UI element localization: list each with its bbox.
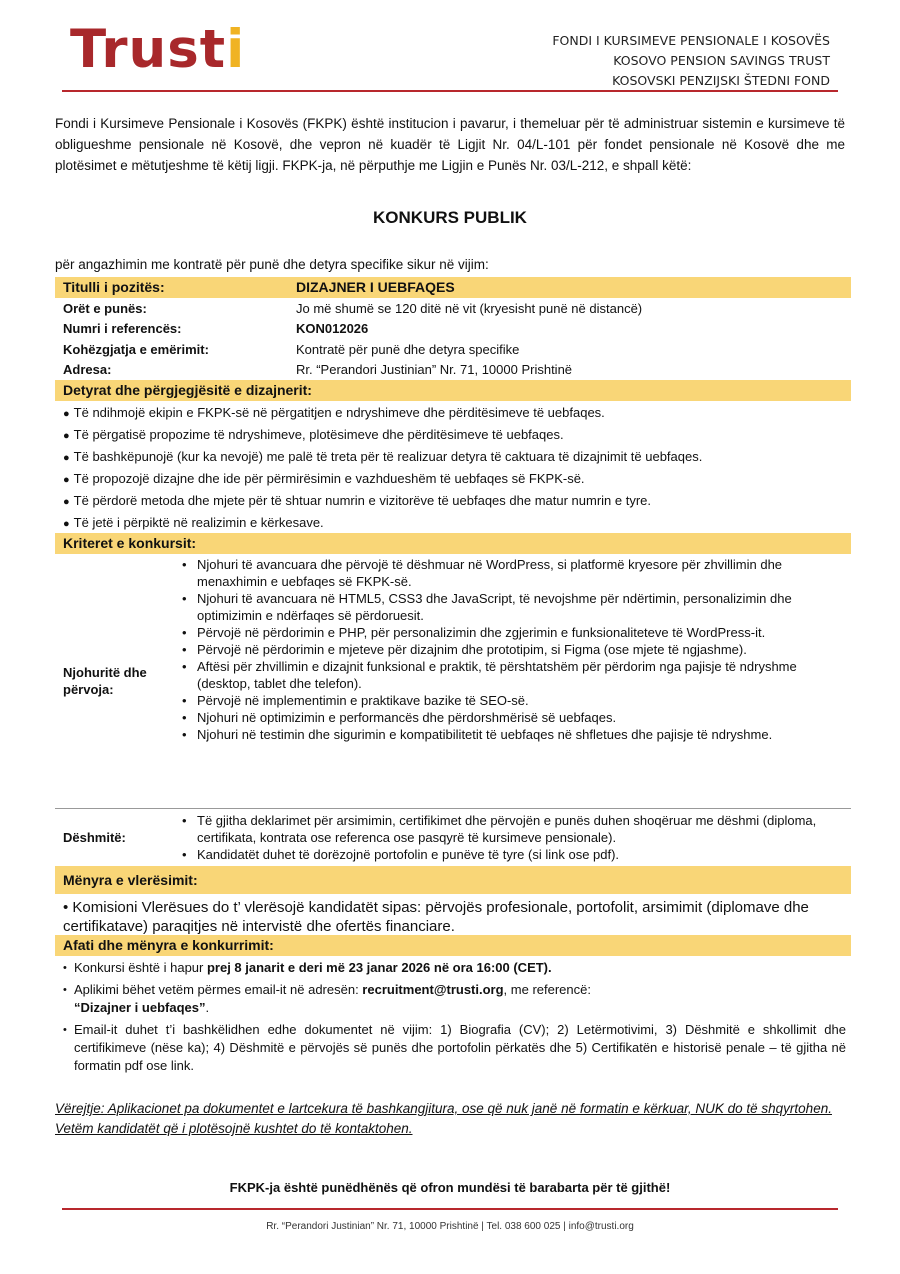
criteria-heading: Kriteret e konkursit:: [63, 535, 197, 551]
criteria-heading-band: [55, 533, 851, 554]
org-name-albanian: FONDI I KURSIMEVE PENSIONALE I KOSOVËS: [552, 33, 830, 48]
knowledge-item: • Njohuri në testimin dhe sigurimin e kompatibilitetit të uebfaqes në shfletues dhe pajisje të ndryshme.: [180, 726, 845, 743]
bullet-icon: ●: [63, 452, 70, 464]
info-key: Kohëzgjatja e emërimit:: [63, 342, 209, 357]
header-divider: [62, 90, 838, 92]
note-text: Aplikacionet pa dokumentet e lartcekura të bashkangjitura, ose që nuk janë në formatin e kërkuar, NUK do të shqyrtohen. Vetëm kandidatët që i plotësojnë kushtet do të kontaktohen.: [55, 1101, 832, 1136]
knowledge-item: • Njohuri në optimizimin e performancës dhe përdorshmërisë së uebfaqes.: [180, 709, 845, 726]
trusti-logo: [70, 20, 245, 80]
reference-name: “Dizajner i uebfaqes”: [74, 1000, 206, 1015]
duty-item: ● Të përgatisë propozime të ndryshimeve, plotësimeve dhe përditësimeve të uebfaqes.: [63, 427, 564, 442]
duties-heading-band: [55, 380, 851, 401]
bullet-icon: ●: [63, 430, 70, 442]
footer-divider: [62, 1208, 838, 1210]
logo-accent-text: i: [226, 19, 246, 80]
info-key: Numri i referencës:: [63, 321, 182, 336]
evidence-label: Dëshmitë:: [63, 830, 126, 845]
deadline-heading: Afati dhe mënyra e konkurrimit:: [63, 937, 274, 953]
bullet-icon: •: [63, 899, 73, 916]
knowledge-item: • Njohuri të avancuara dhe përvojë të dëshmuar në WordPress, si platformë kryesore për zhvillimin dhe menaxhimin e uebfaqes së FKPK-së.: [180, 556, 845, 590]
knowledge-list: [180, 556, 845, 743]
knowledge-item: • Përvojë në përdorimin e PHP, për personalizimin dhe zgjerimin e funksionaliteteve të WordPress-it.: [180, 624, 845, 641]
deadline-item-application: • Aplikimi bëhet vetëm përmes email-it në adresën: recruitment@trusti.org, me referencë: “Dizajner i uebfaqes”.: [63, 981, 846, 1017]
deadline-heading-band: [55, 935, 851, 956]
evidence-list: [180, 812, 845, 863]
evidence-item: • Kandidatët duhet të dorëzojnë portofolin e punëve të tyre (si link ose pdf).: [180, 846, 845, 863]
knowledge-item: • Përvojë në implementimin e praktikave bazike të SEO-së.: [180, 692, 845, 709]
subtitle: për angazhimin me kontratë për punë dhe detyra specifike sikur në vijim:: [55, 257, 489, 272]
page-title: KONKURS PUBLIK: [373, 208, 527, 227]
note-paragraph: [55, 1099, 850, 1139]
knowledge-item: • Njohuri të avancuara në HTML5, CSS3 dhe JavaScript, të nevojshme për ndërtimin, personalizimin dhe optimizimin e ndërfaqes së përdoruesit.: [180, 590, 845, 624]
info-key: Orët e punës:: [63, 301, 147, 316]
duty-item: ● Të propozojë dizajne dhe ide për përmirësimin e vazhdueshëm të uebfaqes së FKPK-së.: [63, 471, 585, 486]
deadline-dates: prej 8 janarit e deri më 23 janar 2026 në ora 16:00 (CET).: [206, 960, 552, 975]
knowledge-label: Njohuritë dhe përvoja:: [63, 665, 147, 697]
note-label: Vërejtje:: [55, 1101, 105, 1116]
deadline-item-period: • Konkursi është i hapur prej 8 janarit e deri më 23 janar 2026 në ora 16:00 (CET).: [63, 959, 846, 977]
criteria-divider: [55, 808, 851, 809]
bullet-icon: ●: [63, 496, 70, 508]
organization-names: [552, 31, 830, 91]
info-key: Adresa:: [63, 362, 112, 377]
duty-item: ● Të jetë i përpiktë në realizimin e kërkesave.: [63, 515, 324, 530]
logo-main-text: Trust: [70, 19, 227, 80]
duty-item: ● Të përdorë metoda dhe mjete për të shtuar numrin e vizitorëve të uebfaqes dhe matur numrin e tyre.: [63, 493, 652, 508]
knowledge-item: • Përvojë në përdorimin e mjeteve për dizajnim dhe prototipim, si Figma (ose mjete të ngjashme).: [180, 641, 845, 658]
info-value: Rr. “Perandori Justinian” Nr. 71, 10000 Prishtinë: [296, 362, 573, 377]
duty-item: ● Të bashkëpunojë (kur ka nevojë) me palë të treta për të realizuar detyra të caktuara të dizajnimit të uebfaqes.: [63, 449, 703, 464]
evaluation-text: • Komisioni Vlerësues do t’ vlerësojë kandidatët sipas: përvojës profesionale, portofolit, arsimimit (diplomave dhe certifikatave) paraqitjes në intervistë dhe ofertës financiare.: [63, 899, 809, 935]
duties-heading: Detyrat dhe përgjegjësitë e dizajnerit:: [63, 382, 312, 398]
position-title-band: [55, 277, 851, 298]
bullet-icon: ●: [63, 474, 70, 486]
footer-contact: Rr. “Perandori Justinian” Nr. 71, 10000 Prishtinë | Tel. 038 600 025 | info@trusti.org: [266, 1221, 634, 1232]
knowledge-item: • Aftësi për zhvillimin e dizajnit funksional e praktik, të përshtatshëm për përdorim nga pajisje të ndryshme (desktop, tablet dhe telefon).: [180, 658, 845, 692]
evaluation-heading-band: [55, 866, 851, 894]
bullet-icon: ●: [63, 518, 70, 530]
info-value: Kontratë për punë dhe detyra specifike: [296, 342, 520, 357]
info-value: Jo më shumë se 120 ditë në vit (kryesisht punë në distancë): [296, 301, 643, 316]
deadline-list: [63, 959, 846, 1079]
evidence-item: • Të gjitha deklarimet për arsimimin, certifikimet dhe përvojën e punës duhen shoqëruar me dëshmi (diploma, certifikata, kontrata ose referenca ose pasqyrë të kursimeve pensionale).: [180, 812, 845, 846]
deadline-item-documents: • Email-it duhet t’i bashkëlidhen edhe dokumentet në vijim: 1) Biografia (CV); 2) Letërmotivimi, 3) Dëshmitë e shkollimit dhe certifikimeve (nëse ka); 4) Dëshmitë e përvojës së punës dhe portofolin përkatës dhe 5) Certifikatën e historisë penale – të gjitha në formatin pdf ose link.: [63, 1021, 846, 1075]
position-label: Titulli i pozitës:: [63, 279, 165, 295]
bullet-icon: ●: [63, 408, 70, 420]
position-value: DIZAJNER I UEBFAQES: [296, 279, 455, 295]
duty-item: ● Të ndihmojë ekipin e FKPK-së në përgatitjen e ndryshimeve dhe përditësimeve të uebfaqes.: [63, 405, 605, 420]
org-name-serbian: KOSOVSKI PENZIJSKI ŠTEDNI FOND: [612, 73, 830, 88]
info-value: KON012026: [296, 321, 369, 336]
evaluation-heading: Mënyra e vlerësimit:: [63, 872, 198, 888]
org-name-english: KOSOVO PENSION SAVINGS TRUST: [613, 53, 830, 68]
recruitment-email: recruitment@trusti.org: [362, 982, 504, 997]
intro-paragraph: Fondi i Kursimeve Pensionale i Kosovës (FKPK) është institucion i pavarur, i themeluar për të administruar sistemin e kursimeve të obligueshme pensionale në Kosovë, dhe vepron në kuadër të Ligjit Nr. 04/L-101 për fondet pensionale në Kosovë dhe me plotësimet e mëtutjeshme të këtij ligji. FKPK-ja, në përputhje me Ligjin e Punës Nr. 03/L-212, e shpall këtë:: [55, 116, 845, 173]
equal-opportunity-statement: FKPK-ja është punëdhënës që ofron mundësi të barabarta për të gjithë!: [229, 1180, 671, 1195]
